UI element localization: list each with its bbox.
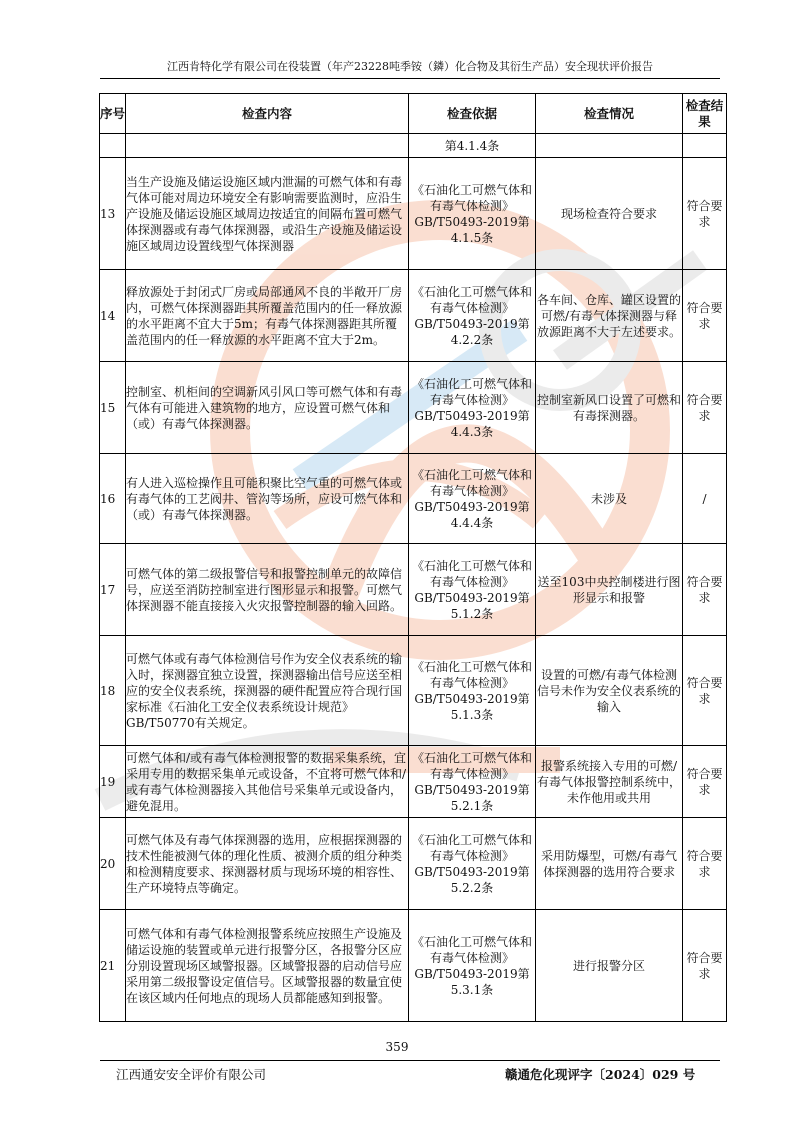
row-number: 17 bbox=[100, 544, 126, 636]
check-content: 控制室、机柜间的空调新风引风口等可燃气体和有毒气体有可能进入建筑物的地方，应设置可燃气体和（或）有毒气体探测器。 bbox=[126, 362, 409, 454]
table-row bbox=[100, 910, 727, 1022]
check-status: 送至103中央控制楼进行图形显示和报警 bbox=[536, 544, 683, 636]
check-content: 释放源处于封闭式厂房或局部通风不良的半敞开厂房内，可燃气体探测器距其所覆盖范围内的任一释放源的水平距离不宜大于5m；有毒气体探测器距其所覆盖范围内的任一释放源的水平距离不宜大于2m。 bbox=[126, 270, 409, 362]
row-number: 15 bbox=[100, 362, 126, 454]
footer-company: 江西通安安全评价有限公司 bbox=[116, 1067, 267, 1082]
check-content bbox=[126, 134, 409, 158]
check-basis: 《石油化工可燃气体和有毒气体检测》GB/T50493-2019第5.2.2条 bbox=[409, 818, 536, 910]
table-row bbox=[100, 454, 727, 544]
row-number: 21 bbox=[100, 910, 126, 1022]
check-content: 可燃气体或有毒气体检测信号作为安全仪表系统的输入时，探测器宜独立设置，探测器输出信号应送至相应的安全仪表系统，探测器的硬件配置应符合现行国家标准《石油化工安全仪表系统设计规范》GB/T50770有关规定。 bbox=[126, 636, 409, 746]
check-status: 设置的可燃/有毒气体检测信号未作为安全仪表系统的输入 bbox=[536, 636, 683, 746]
table-row bbox=[100, 134, 727, 158]
table-row bbox=[100, 746, 727, 818]
check-content: 可燃气体和/或有毒气体检测报警的数据采集系统，宜采用专用的数据采集单元或设备，不宜将可燃气体和/或有毒气体检测器接入其他信号采集单元或设备内，避免混用。 bbox=[126, 746, 409, 818]
check-basis: 《石油化工可燃气体和有毒气体检测》GB/T50493-2019第5.1.2条 bbox=[409, 544, 536, 636]
check-basis: 《石油化工可燃气体和有毒气体检测》GB/T50493-2019第5.2.1条 bbox=[409, 746, 536, 818]
check-content: 可燃气体及有毒气体探测器的选用，应根据探测器的技术性能被测气体的理化性质、被测介质的组分种类和检测精度要求、探测器材质与现场环境的相容性、生产环境特点等确定。 bbox=[126, 818, 409, 910]
table-row bbox=[100, 362, 727, 454]
check-result: 符合要求 bbox=[683, 636, 727, 746]
check-status: 未涉及 bbox=[536, 454, 683, 544]
col-header-basis: 检查依据 bbox=[409, 94, 536, 134]
check-result: 符合要求 bbox=[683, 818, 727, 910]
row-number: 18 bbox=[100, 636, 126, 746]
col-header-status: 检查情况 bbox=[536, 94, 683, 134]
header-rule bbox=[100, 78, 720, 79]
check-basis: 《石油化工可燃气体和有毒气体检测》GB/T50493-2019第4.1.5条 bbox=[409, 158, 536, 270]
check-basis: 《石油化工可燃气体和有毒气体检测》GB/T50493-2019第4.2.2条 bbox=[409, 270, 536, 362]
table-row bbox=[100, 544, 727, 636]
page-header: 江西肯特化学有限公司在役装置（年产23228吨季铵（鏻）化合物及其衍生产品）安全现状评价报告 bbox=[167, 60, 653, 73]
check-status bbox=[536, 134, 683, 158]
page-number: 359 bbox=[385, 1040, 409, 1054]
check-content: 有人进入巡检操作且可能积聚比空气重的可燃气体或有毒气体的工艺阀井、管沟等场所，应设可燃气体和（或）有毒气体探测器。 bbox=[126, 454, 409, 544]
col-header-content: 检查内容 bbox=[126, 94, 409, 134]
table-header-row bbox=[100, 94, 727, 134]
check-status: 各车间、仓库、罐区设置的可燃/有毒气体探测器与释放源距离不大于左述要求。 bbox=[536, 270, 683, 362]
table-row bbox=[100, 636, 727, 746]
check-basis: 《石油化工可燃气体和有毒气体检测》GB/T50493-2019第4.4.3条 bbox=[409, 362, 536, 454]
check-result: 符合要求 bbox=[683, 746, 727, 818]
check-status: 采用防爆型，可燃/有毒气体探测器的选用符合要求 bbox=[536, 818, 683, 910]
col-header-result: 检查结果 bbox=[683, 94, 727, 134]
check-content: 当生产设施及储运设施区域内泄漏的可燃气体和有毒气体可能对周边环境安全有影响需要监测时，应沿生产设施及储运设施区域周边按适宜的间隔布置可燃气体探测器或有毒气体探测器，或沿生产设施及储运设施区域周边设置线型气体探测器 bbox=[126, 158, 409, 270]
table-row bbox=[100, 818, 727, 910]
check-basis: 《石油化工可燃气体和有毒气体检测》GB/T50493-2019第5.1.3条 bbox=[409, 636, 536, 746]
check-result: / bbox=[683, 454, 727, 544]
check-status: 报警系统接入专用的可燃/有毒气体报警控制系统中，未作他用或共用 bbox=[536, 746, 683, 818]
check-content: 可燃气体和有毒气体检测报警系统应按照生产设施及储运设施的装置或单元进行报警分区，各报警分区应分别设置现场区域警报器。区域警报器的启动信号应采用第二级报警设定值信号。区域警报器的数量宜使在该区域内任何地点的现场人员都能感知到报警。 bbox=[126, 910, 409, 1022]
check-result: 符合要求 bbox=[683, 158, 727, 270]
check-result: 符合要求 bbox=[683, 910, 727, 1022]
check-result: 符合要求 bbox=[683, 544, 727, 636]
check-status: 现场检查符合要求 bbox=[536, 158, 683, 270]
row-number: 13 bbox=[100, 158, 126, 270]
check-status: 控制室新风口设置了可燃和有毒探测器。 bbox=[536, 362, 683, 454]
table-row bbox=[100, 270, 727, 362]
footer-rule bbox=[100, 1060, 720, 1061]
row-number: 14 bbox=[100, 270, 126, 362]
check-result: 符合要求 bbox=[683, 270, 727, 362]
check-result bbox=[683, 134, 727, 158]
check-status: 进行报警分区 bbox=[536, 910, 683, 1022]
col-header-no: 序号 bbox=[100, 94, 126, 134]
row-number: 20 bbox=[100, 818, 126, 910]
check-result: 符合要求 bbox=[683, 362, 727, 454]
row-number: 16 bbox=[100, 454, 126, 544]
check-basis: 《石油化工可燃气体和有毒气体检测》GB/T50493-2019第4.4.4条 bbox=[409, 454, 536, 544]
inspection-table bbox=[99, 93, 727, 1022]
footer-report-code: 赣通危化现评字〔2024〕029 号 bbox=[505, 1067, 696, 1082]
row-number: 19 bbox=[100, 746, 126, 818]
check-content: 可燃气体的第二级报警信号和报警控制单元的故障信号，应送至消防控制室进行图形显示和报警。可燃气体探测器不能直接接入火灾报警控制器的输入回路。 bbox=[126, 544, 409, 636]
check-basis: 第4.1.4条 bbox=[409, 134, 536, 158]
table-row bbox=[100, 158, 727, 270]
check-basis: 《石油化工可燃气体和有毒气体检测》GB/T50493-2019第5.3.1条 bbox=[409, 910, 536, 1022]
row-number bbox=[100, 134, 126, 158]
